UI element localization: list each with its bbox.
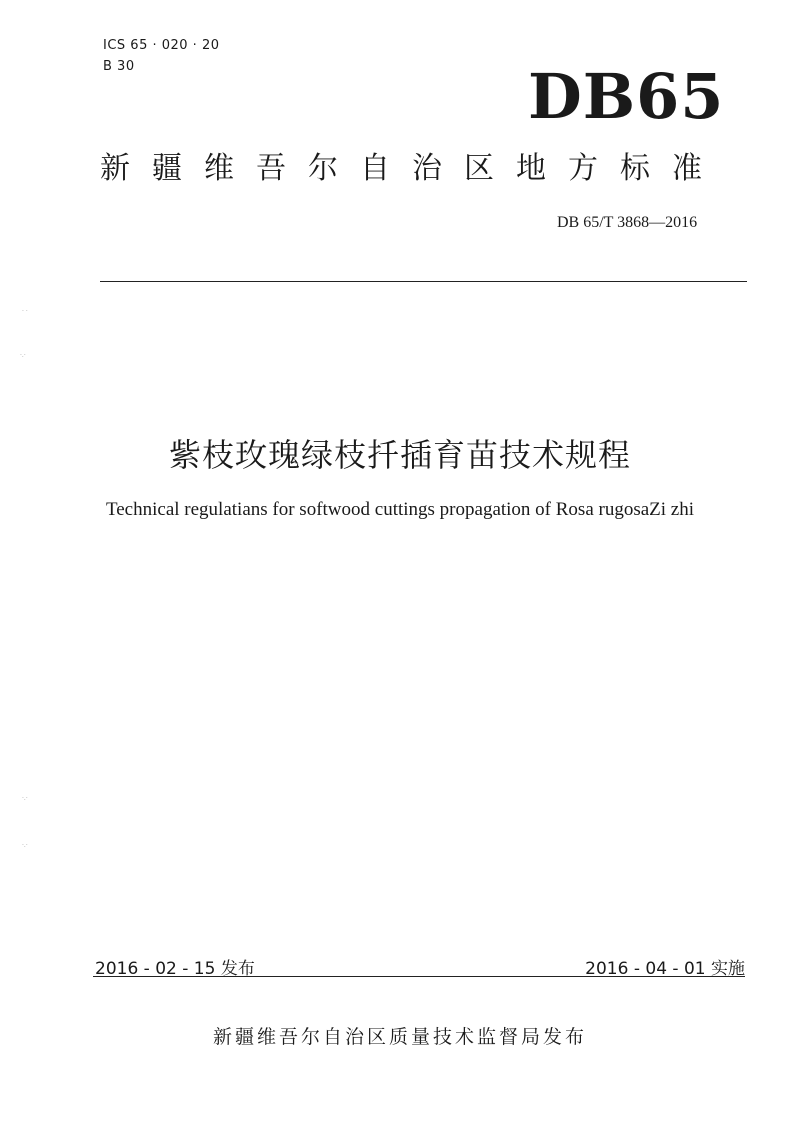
standard-logo: DB65	[528, 60, 725, 133]
implementation-date: 2016 - 04 - 01 实施	[585, 959, 745, 979]
publisher-line: 新疆维吾尔自治区质量技术监督局发布	[212, 1026, 587, 1048]
document-title-cn: 紫枝玫瑰绿枝扦插育苗技术规程	[168, 436, 631, 474]
standard-type-heading: 新疆维吾尔自治区地方标准	[100, 151, 724, 186]
ics-code: ICS 65 · 020 · 20	[103, 38, 220, 53]
scan-speck: ·.·	[22, 842, 28, 849]
scan-speck: · ·	[22, 308, 28, 315]
standard-number: DB 65/T 3868—2016	[557, 214, 698, 231]
scan-speck: ·.·	[20, 352, 26, 359]
document-title-en: Technical regulatians for softwood cuttings propagation of Rosa rugosaZi zhi	[105, 499, 695, 520]
scan-speck: ·.·	[22, 795, 28, 802]
issue-date: 2016 - 02 - 15 发布	[95, 959, 255, 979]
bottom-divider	[93, 976, 745, 977]
top-divider	[100, 281, 747, 282]
ccs-code: B 30	[103, 59, 135, 74]
